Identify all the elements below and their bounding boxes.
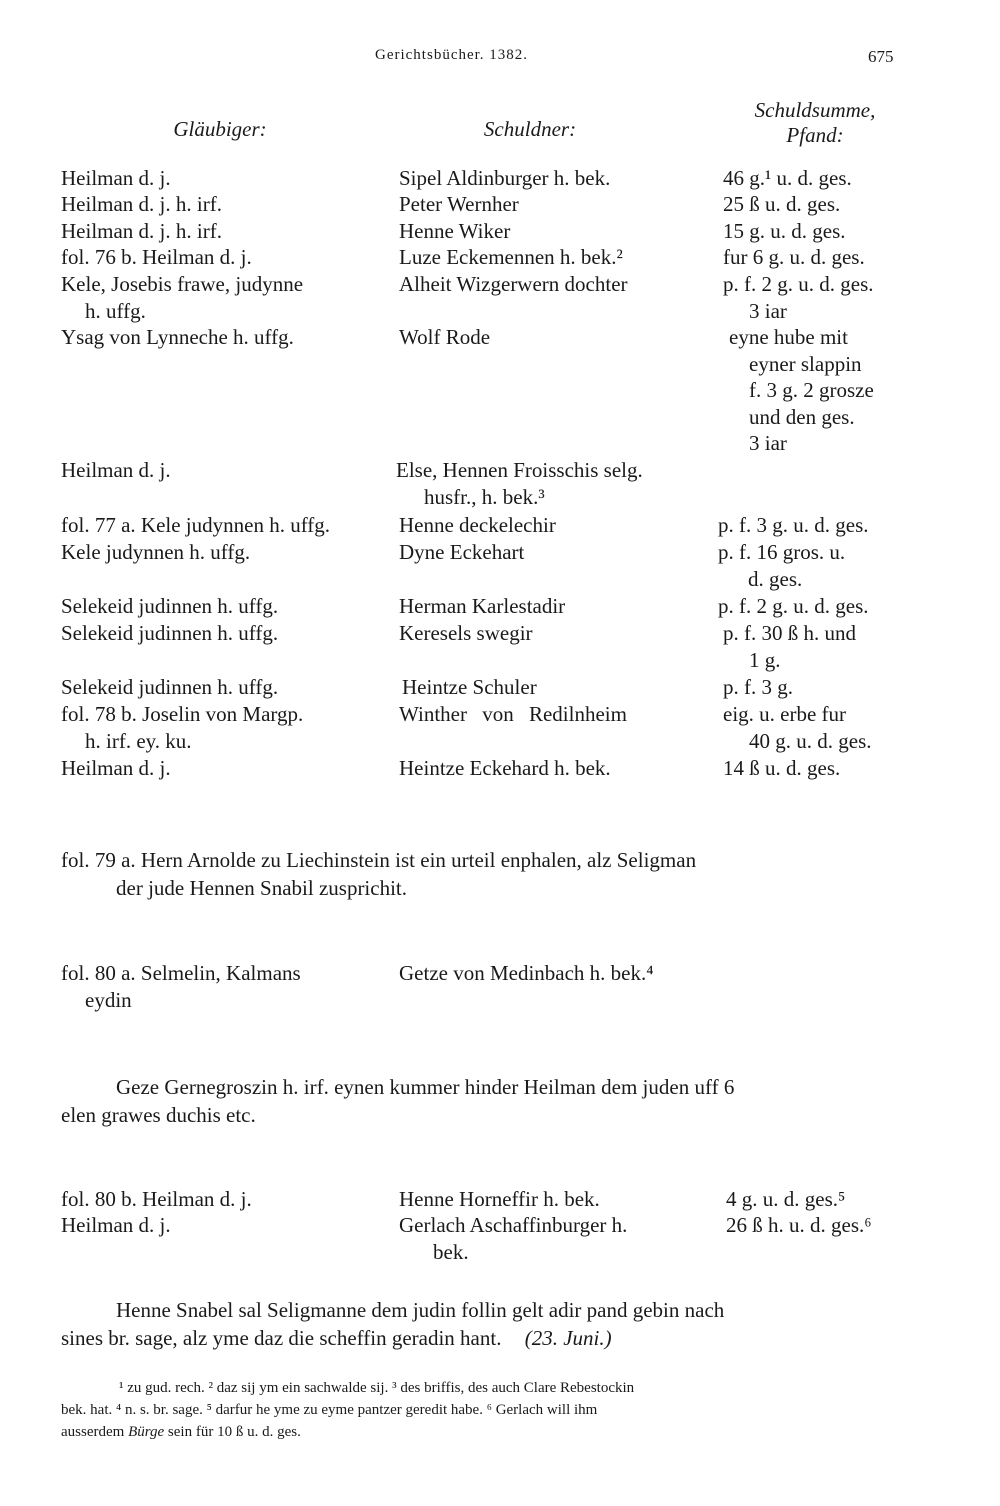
creditor-cell: Heilman d. j. xyxy=(61,166,171,190)
creditor-cell: Heilman d. j. h. irf. xyxy=(61,219,222,243)
date-note: (23. Juni.) xyxy=(524,1326,612,1350)
debtor-cell: Alheit Wizgerwern dochter xyxy=(399,272,628,296)
amount-cell: p. f. 3 g. u. d. ges. xyxy=(718,513,869,537)
amount-cell: eyne hube mit eyner slappin f. 3 g. 2 grosze und den ges. 3 iar xyxy=(729,325,874,455)
creditor-cell: fol. 76 b. Heilman d. j. xyxy=(61,245,252,269)
creditor-cell: Selekeid judinnen h. uffg. xyxy=(61,675,279,699)
debtor-cell: Getze von Medinbach h. bek.⁴ xyxy=(399,961,654,985)
amount-cell: 4 g. u. d. ges.⁵ xyxy=(726,1187,846,1211)
amount-cell: 15 g. u. d. ges. xyxy=(723,219,846,243)
footnotes xyxy=(61,1377,911,1443)
creditor-cell: Kele, Josebis frawe, judynne h. uffg. xyxy=(61,272,304,323)
creditor-cell: Selekeid judinnen h. uffg. xyxy=(61,621,279,645)
amount-cell: 26 ß h. u. d. ges.⁶ xyxy=(726,1213,872,1237)
debtor-cell: Peter Wernher xyxy=(399,192,519,216)
creditor-cell: Heilman d. j. xyxy=(61,458,171,482)
amount-cell: p. f. 2 g. u. d. ges. xyxy=(718,594,869,618)
amount-cell: 25 ß u. d. ges. xyxy=(723,192,841,216)
page-header xyxy=(0,47,1000,73)
footnote-line: bek. hat. ⁴ n. s. br. sage. ⁵ darfur he yme zu eyme pantzer geredit habe. ⁶ Gerlach will ihm xyxy=(61,1402,598,1418)
debtor-cell: Sipel Aldinburger h. bek. xyxy=(399,166,611,190)
debtor-cell: Keresels swegir xyxy=(399,621,533,645)
paragraph-fol-79a: fol. 79 a. Hern Arnolde zu Liechinstein ist ein urteil enphalen, alz Seligman der jude Hennen Snabil zusprichit. xyxy=(61,848,697,900)
debtor-cell: Dyne Eckehart xyxy=(399,540,525,564)
amount-cell: 46 g.¹ u. d. ges. xyxy=(723,166,852,190)
creditor-cell: fol. 78 b. Joselin von Margp. h. irf. ey. ku. xyxy=(61,702,304,753)
amount-cell: p. f. 30 ß h. und 1 g. xyxy=(723,621,856,672)
debtor-cell: Gerlach Aschaffinburger h. bek. xyxy=(399,1213,628,1264)
debtor-cell: Else, Hennen Froisschis selg. husfr., h. bek.³ xyxy=(396,458,643,509)
column-heading-amount-line1: Schuldsumme, xyxy=(754,98,876,122)
footnote-line: ausserdem Bürge sein für 10 ß u. d. ges. xyxy=(61,1424,301,1440)
creditor-cell: Selekeid judinnen h. uffg. xyxy=(61,594,279,618)
running-title: Gerichtsbücher. 1382. xyxy=(375,47,529,63)
debtor-cell: Henne Wiker xyxy=(399,219,511,243)
creditor-cell: Heilman d. j. h. irf. xyxy=(61,192,222,216)
amount-cell: p. f. 2 g. u. d. ges. 3 iar xyxy=(723,272,874,323)
amount-cell: p. f. 3 g. xyxy=(723,675,793,699)
creditor-cell: Heilman d. j. xyxy=(61,756,171,780)
column-heading-debtor: Schuldner: xyxy=(483,117,577,141)
amount-cell: 14 ß u. d. ges. xyxy=(723,756,841,780)
amount-cell: fur 6 g. u. d. ges. xyxy=(723,245,865,269)
page-number: 675 xyxy=(868,47,894,66)
debtor-cell: Winther von Redilnheim xyxy=(399,702,627,726)
debtor-cell: Henne deckelechir xyxy=(399,513,556,537)
creditor-cell: fol. 80 a. Selmelin, Kalmans eydin xyxy=(61,961,301,1012)
column-heading-amount-line2: Pfand: xyxy=(786,123,844,147)
amount-cell: p. f. 16 gros. u. d. ges. xyxy=(718,540,846,591)
debtor-cell: Luze Eckemennen h. bek.² xyxy=(399,245,623,269)
creditor-cell: Heilman d. j. xyxy=(61,1213,171,1237)
amount-cell: eig. u. erbe fur 40 g. u. d. ges. xyxy=(723,702,872,753)
debtor-cell: Herman Karlestadir xyxy=(399,594,566,618)
paragraph-snabel: Henne Snabel sal Seligmanne dem judin follin gelt adir pand gebin nach sines br. sage, alz yme daz die scheffin geradin hant. (23. Juni.) xyxy=(61,1298,725,1350)
footnote-line: ¹ zu gud. rech. ² daz sij ym ein sachwalde sij. ³ des briffis, des auch Clare Rebestockin xyxy=(119,1380,635,1396)
debtor-cell: Heintze Schuler xyxy=(402,675,537,699)
creditor-cell: Ysag von Lynneche h. uffg. xyxy=(61,325,294,349)
creditor-cell: fol. 77 a. Kele judynnen h. uffg. xyxy=(61,513,331,537)
debtor-cell: Wolf Rode xyxy=(399,325,491,349)
column-heading-creditor: Gläubiger: xyxy=(173,117,267,141)
paragraph-geze: Geze Gernegroszin h. irf. eynen kummer hinder Heilman dem juden uff 6 elen grawes duchis etc. xyxy=(61,1075,735,1127)
column-heading-amount xyxy=(720,98,910,148)
creditor-cell: Kele judynnen h. uffg. xyxy=(61,540,251,564)
debtor-cell: Henne Horneffir h. bek. xyxy=(399,1187,600,1211)
creditor-cell: fol. 80 b. Heilman d. j. xyxy=(61,1187,252,1211)
debtor-cell: Heintze Eckehard h. bek. xyxy=(399,756,611,780)
